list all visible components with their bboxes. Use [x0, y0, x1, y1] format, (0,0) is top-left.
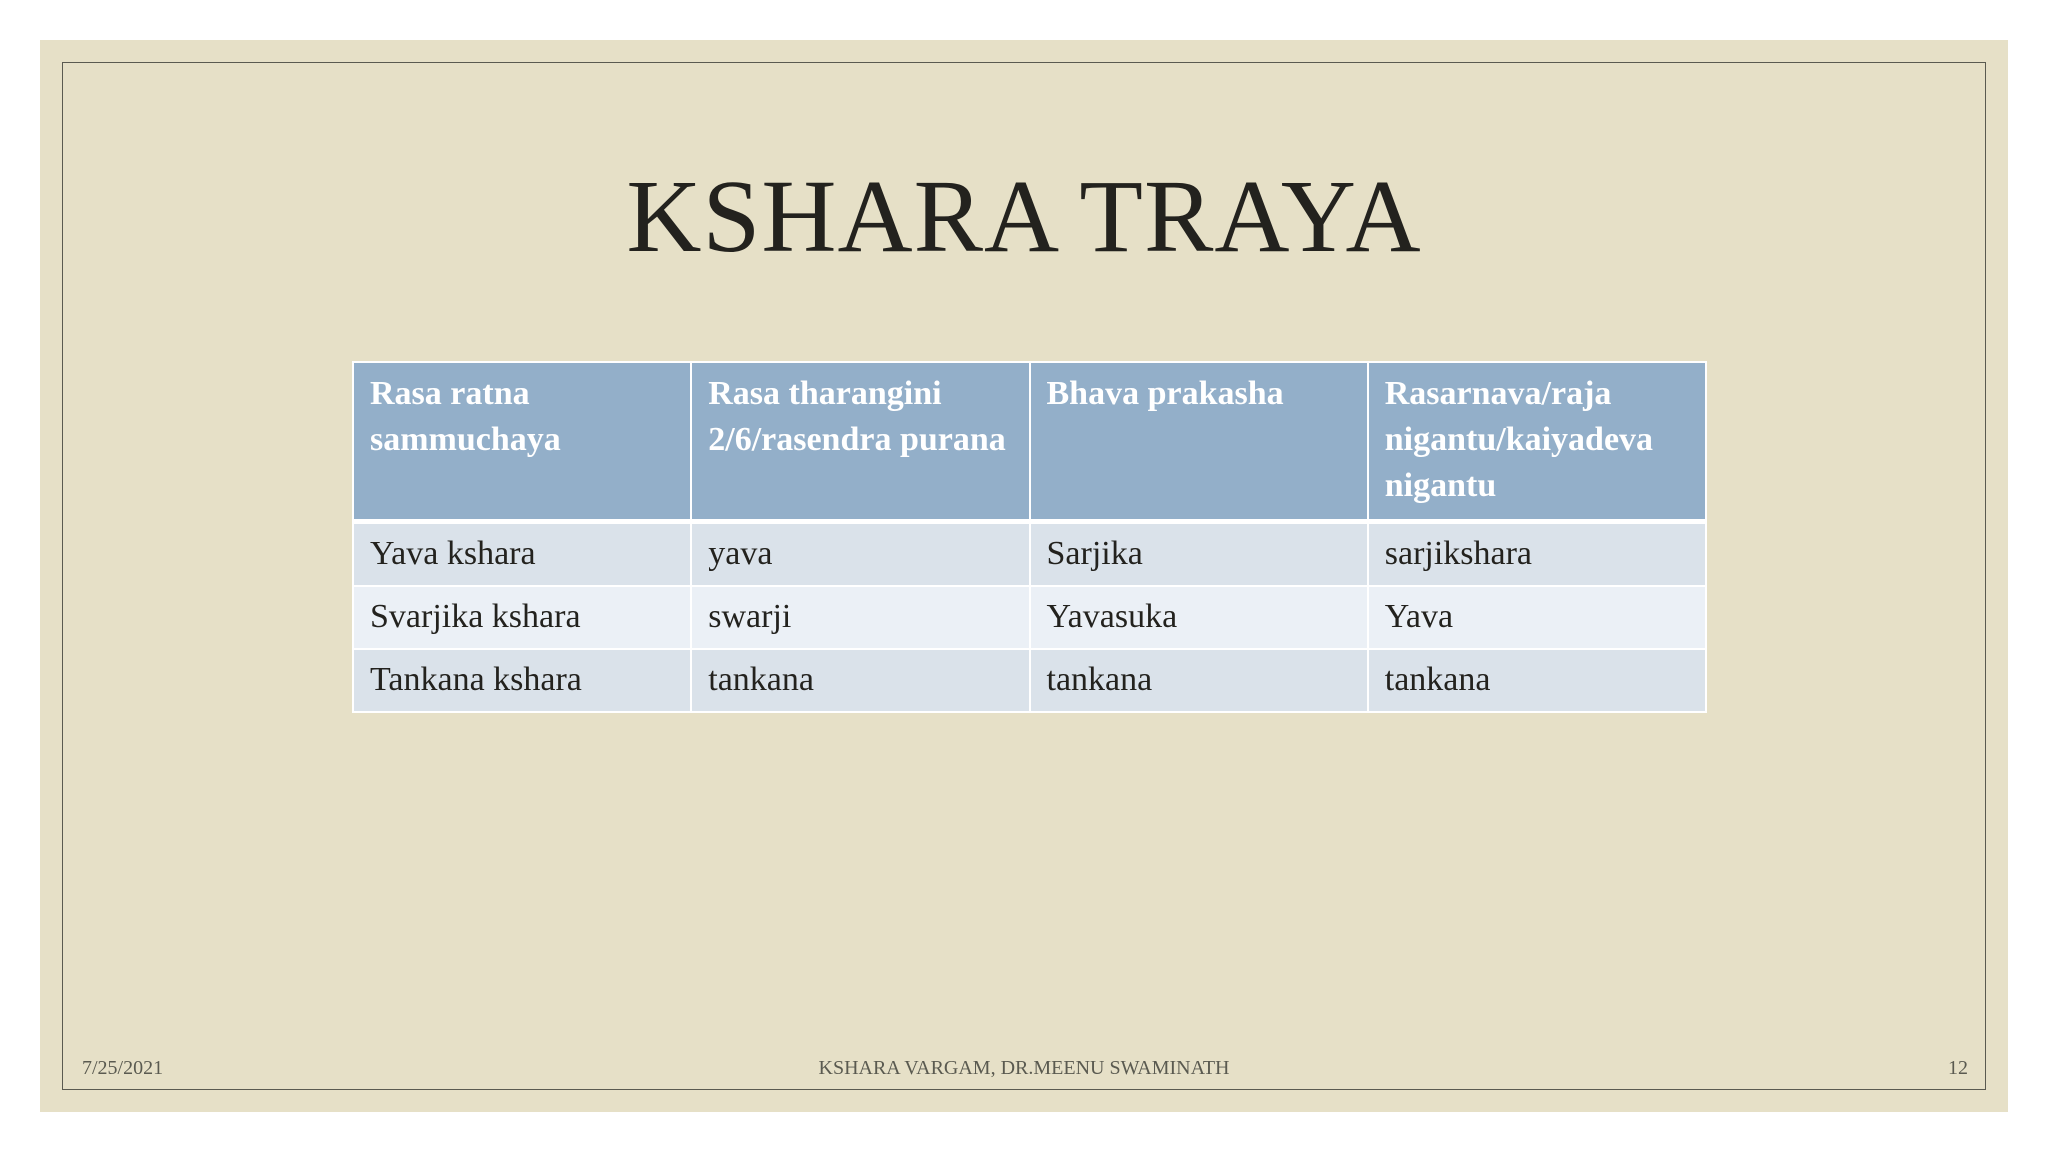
table-row [353, 586, 1706, 649]
table-cell: yava [691, 522, 1029, 587]
table-cell: swarji [691, 586, 1029, 649]
table-cell: Yavasuka [1030, 586, 1368, 649]
table-cell: tankana [1368, 649, 1706, 712]
slide [40, 40, 2008, 1112]
table-cell: Yava kshara [353, 522, 691, 587]
table-header-cell: Rasarnava/raja nigantu/kaiyadeva nigantu [1368, 362, 1706, 522]
slide-title: KSHARA TRAYA [626, 159, 1422, 274]
table-row [353, 649, 1706, 712]
page-number: 12 [1948, 1057, 1968, 1079]
table-header-cell: Rasa tharangini 2/6/rasendra purana [691, 362, 1029, 522]
table-row [353, 522, 1706, 587]
table-cell: sarjikshara [1368, 522, 1706, 587]
table-cell: tankana [1030, 649, 1368, 712]
table-header-cell: Bhava prakasha [1030, 362, 1368, 522]
table-cell: Yava [1368, 586, 1706, 649]
footer-text: KSHARA VARGAM, DR.MEENU SWAMINATH [818, 1057, 1230, 1079]
table-header-cell: Rasa ratna sammuchaya [353, 362, 691, 522]
table-cell: Sarjika [1030, 522, 1368, 587]
kshara-table [352, 361, 1707, 713]
table-cell: Tankana kshara [353, 649, 691, 712]
footer-date: 7/25/2021 [82, 1057, 164, 1079]
table-cell: Svarjika kshara [353, 586, 691, 649]
table-header-row [353, 362, 1706, 522]
table-cell: tankana [691, 649, 1029, 712]
